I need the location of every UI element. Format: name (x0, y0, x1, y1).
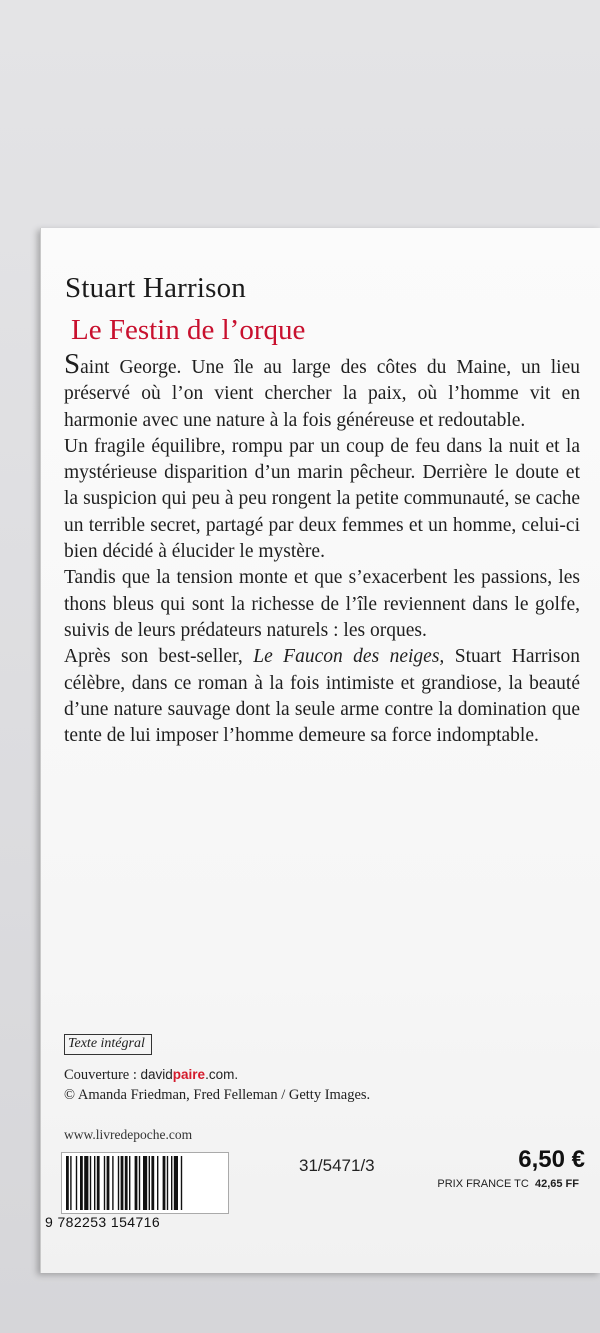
barcode-bar (107, 1156, 110, 1210)
barcode-bar (171, 1156, 172, 1210)
barcode-bar (121, 1156, 124, 1210)
barcode-bar (97, 1156, 100, 1210)
barcode-bar (112, 1156, 113, 1210)
book-title: Le Festin de l’orque (71, 314, 306, 346)
blurb (64, 348, 580, 749)
designer-c: .com. (205, 1067, 239, 1082)
barcode-bar (157, 1156, 158, 1210)
barcode-bar (163, 1156, 166, 1210)
barcode-bar (129, 1156, 130, 1210)
barcode-bar (84, 1156, 88, 1210)
barcode-bar (143, 1156, 147, 1210)
price: 6,50 € (518, 1146, 585, 1173)
blurb-text-4b: Stuart Harrison célèbre, dans ce roman à la fois intimiste et grandiose, la beauté d’une nature sauvage dont la seule arme contre la domination que tente de lui imposer l’homme demeure sa force indomptable. (64, 646, 580, 747)
barcode-bar (90, 1156, 91, 1210)
credits (64, 1065, 370, 1105)
barcode-bar (167, 1156, 168, 1210)
cover-credit (64, 1065, 370, 1085)
price-france (437, 1178, 579, 1190)
barcode-bar (151, 1156, 154, 1210)
barcode-svg (62, 1153, 228, 1213)
website-url: www.livredepoche.com (64, 1127, 193, 1142)
blurb-paragraph-3: Tandis que la tension monte et que s’exacerbent les passions, les thons bleus qui sont la richesse de l’île reviennent dans le golfe, suivis de leurs prédateurs naturels : les orques. (64, 567, 580, 641)
barcode-bar (149, 1156, 150, 1210)
blurb-paragraph-2: Un fragile équilibre, rompu par un coup de feu dans la nuit et la mystérieuse disparition d’un marin pêcheur. Derrière le doute et la suspicion qui peu à peu rongent la petite communauté, se cache un terrible secret, partagé par deux femmes et un homme, celui-ci bien décidé à élucider le mystère. (64, 435, 580, 563)
barcode-bar (125, 1156, 128, 1210)
barcode-bar (118, 1156, 119, 1210)
cover-credit-label: Couverture : (64, 1067, 141, 1083)
barcode-bar (66, 1156, 69, 1210)
barcode-bar (135, 1156, 138, 1210)
designer-a: david (140, 1067, 173, 1082)
book-back-cover (40, 228, 600, 1273)
photo-credit: © Amanda Friedman, Fred Felleman / Getty Images. (64, 1087, 371, 1103)
drop-cap: S (64, 348, 81, 380)
blurb-text-4a: Après son best-seller, (64, 646, 254, 668)
barcode-bar (139, 1156, 140, 1210)
barcode-number: 9 782253 154716 (45, 1214, 160, 1230)
reference-number: 31/5471/3 (299, 1156, 375, 1175)
author-name: Stuart Harrison (65, 272, 246, 304)
barcode (45, 1152, 229, 1234)
blurb-paragraph-1 (64, 348, 580, 434)
blurb-paragraph-4 (64, 644, 580, 749)
barcode-bar (70, 1156, 71, 1210)
previous-book-title: Le Faucon des neiges, (253, 646, 445, 668)
barcode-bar (104, 1156, 105, 1210)
barcode-bar (181, 1156, 182, 1210)
barcode-bar (94, 1156, 95, 1210)
price-label: PRIX FRANCE TC (437, 1178, 529, 1190)
barcode-bar (76, 1156, 77, 1210)
barcode-bars (61, 1152, 229, 1214)
designer-b: paire (172, 1067, 206, 1082)
texte-integral-badge: Texte intégral (64, 1034, 152, 1055)
price-ff: 42,65 FF (534, 1178, 579, 1190)
barcode-bar (80, 1156, 83, 1210)
blurb-text-1: aint George. Une île au large des côtes du Maine, un lieu préservé où l’on vient chercher la paix, où l’homme vit en harmonie avec une nature à la fois généreuse et redoutable. (64, 357, 580, 431)
barcode-bar (174, 1156, 178, 1210)
